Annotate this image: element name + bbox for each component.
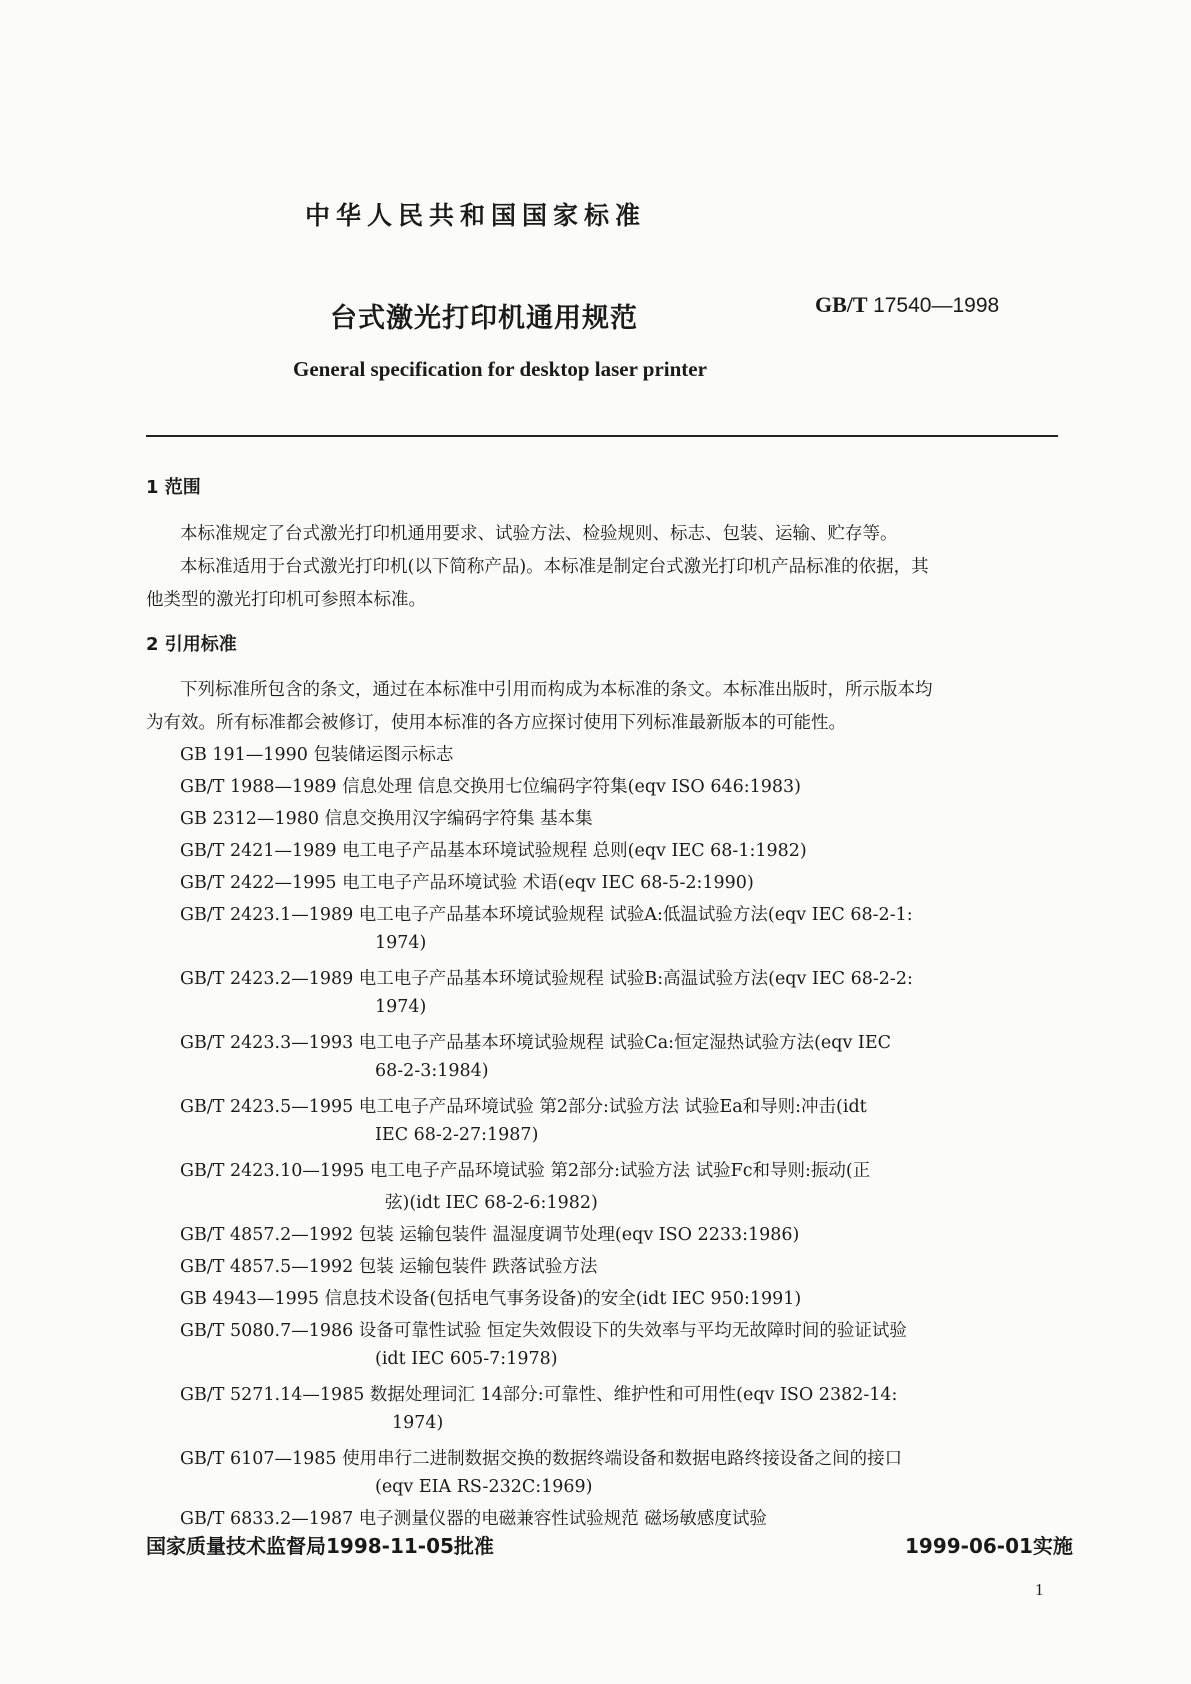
reference-item: GB/T 4857.5—1992 包装 运输包装件 跌落试验方法 [180,1257,598,1277]
section-1-heading: 1 范围 [146,477,201,498]
page-number: 1 [1035,1580,1044,1599]
header-divider [146,435,1058,437]
reference-item-continuation: 1974) [375,933,427,953]
section-1-paragraph-1: 本标准规定了台式激光打印机通用要求、试验方法、检验规则、标志、包装、运输、贮存等。 [180,524,898,544]
standard-prefix: GB/T [815,292,868,317]
reference-item: GB/T 5080.7—1986 设备可靠性试验 恒定失效假设下的失效率与平均无故障时间的验证试验 [180,1321,907,1341]
reference-item: GB 4943—1995 信息技术设备(包括电气事务设备)的安全(idt IEC 950:1991) [180,1289,802,1309]
reference-item: GB 191—1990 包装储运图示标志 [180,745,454,765]
standard-code [815,292,999,318]
section-1-paragraph-2-line-2: 他类型的激光打印机可参照本标准。 [146,590,426,610]
reference-item-continuation: (eqv EIA RS-232C:1969) [375,1477,593,1497]
reference-item-continuation: (idt IEC 605-7:1978) [375,1349,558,1369]
section-2-heading: 2 引用标准 [146,634,237,655]
standard-number: 17540—1998 [873,294,1000,317]
reference-item: GB/T 2423.5—1995 电工电子产品环境试验 第2部分:试验方法 试验Ea和导则:冲击(idt [180,1097,867,1117]
reference-item-continuation: 1974) [375,997,427,1017]
reference-item: GB/T 5271.14—1985 数据处理词汇 14部分:可靠性、维护性和可用性(eqv ISO 2382-14: [180,1385,898,1405]
reference-item: GB/T 2423.2—1989 电工电子产品基本环境试验规程 试验B:高温试验方法(eqv IEC 68-2-2: [180,969,913,989]
reference-item: GB/T 2423.10—1995 电工电子产品环境试验 第2部分:试验方法 试验Fc和导则:振动(正 [180,1161,871,1181]
document-title: 台式激光打印机通用规范 [330,303,638,334]
reference-item: GB/T 6107—1985 使用串行二进制数据交换的数据终端设备和数据电路终接设备之间的接口 [180,1449,903,1469]
reference-item: GB/T 2423.3—1993 电工电子产品基本环境试验规程 试验Ca:恒定湿热试验方法(eqv IEC [180,1033,891,1053]
reference-item: GB/T 1988—1989 信息处理 信息交换用七位编码字符集(eqv ISO 646:1983) [180,777,801,797]
reference-item-continuation: 弦)(idt IEC 68-2-6:1982) [385,1193,598,1213]
national-standard-heading: 中华人民共和国国家标准 [305,201,647,230]
reference-item-continuation: 68-2-3:1984) [375,1061,489,1081]
reference-item: GB/T 2423.1—1989 电工电子产品基本环境试验规程 试验A:低温试验方法(eqv IEC 68-2-1: [180,905,913,925]
reference-item-continuation: IEC 68-2-27:1987) [375,1125,539,1145]
reference-item-continuation: 1974) [392,1413,444,1433]
section-1-paragraph-2-line-1: 本标准适用于台式激光打印机(以下简称产品)。本标准是制定台式激光打印机产品标准的依据，其 [180,557,929,577]
reference-item: GB/T 2421—1989 电工电子产品基本环境试验规程 总则(eqv IEC 68-1:1982) [180,841,807,861]
implementation-date: 1999-06-01实施 [905,1534,1073,1558]
reference-item: GB/T 6833.2—1987 电子测量仪器的电磁兼容性试验规范 磁场敏感度试验 [180,1509,767,1529]
section-2-paragraph-line-1: 下列标准所包含的条文，通过在本标准中引用而构成为本标准的条文。本标准出版时，所示版本均 [180,680,933,700]
reference-item: GB/T 4857.2—1992 包装 运输包装件 温湿度调节处理(eqv ISO 2233:1986) [180,1225,800,1245]
section-2-paragraph-line-2: 为有效。所有标准都会被修订，使用本标准的各方应探讨使用下列标准最新版本的可能性。 [146,713,846,733]
reference-item: GB 2312—1980 信息交换用汉字编码字符集 基本集 [180,809,593,829]
reference-item: GB/T 2422—1995 电工电子产品环境试验 术语(eqv IEC 68-5-2:1990) [180,873,754,893]
english-title: General specification for desktop laser printer [293,357,707,381]
approval-line: 国家质量技术监督局1998-11-05批准 [146,1534,494,1558]
